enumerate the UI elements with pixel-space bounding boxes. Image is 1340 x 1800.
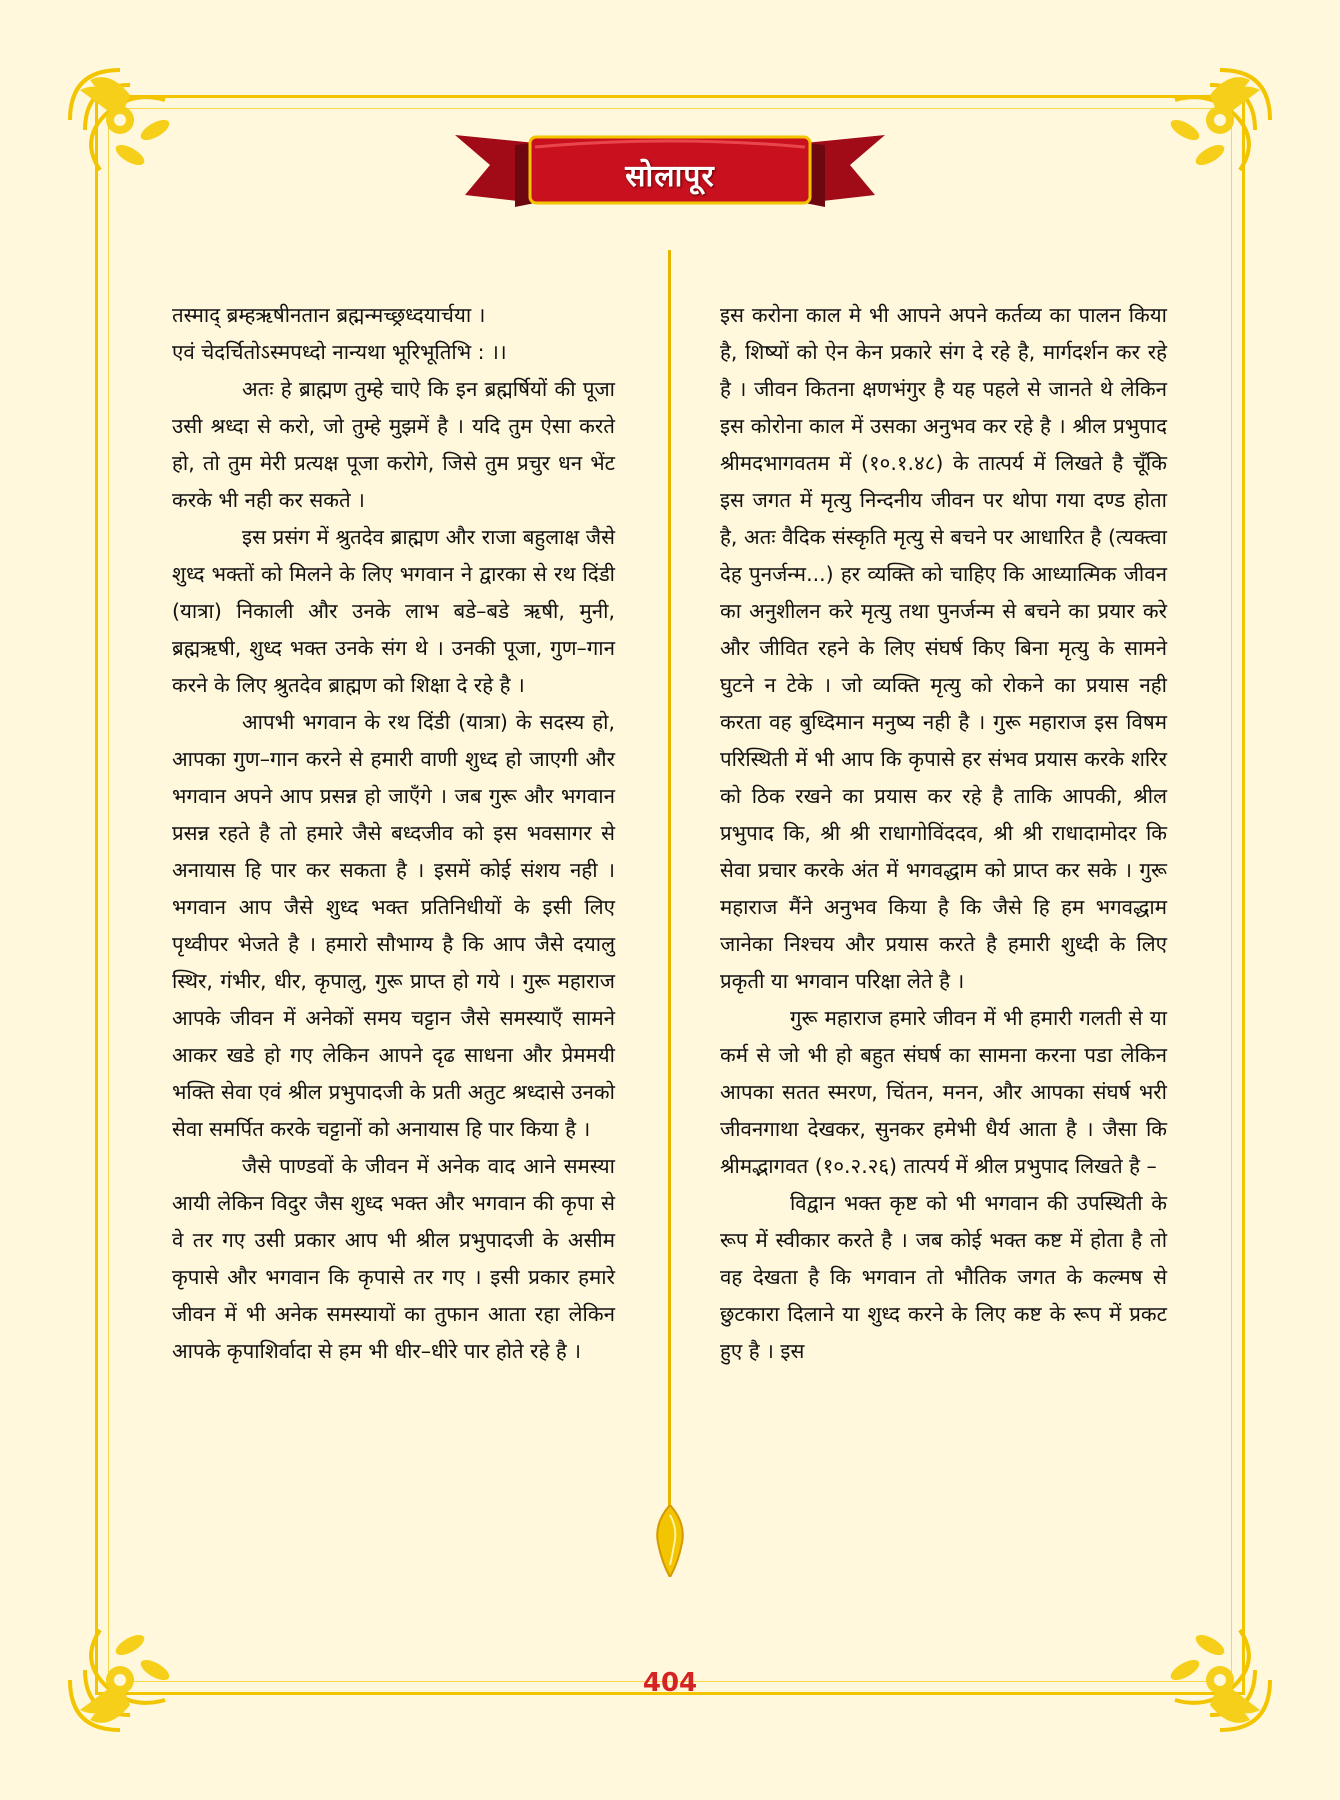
paragraph: इस करोना काल मे भी आपने अपने कर्तव्य का पालन किया है, शिष्यों को ऐन केन प्रकारे संग दे रहे है, मार्गदर्शन कर रहे है । जीवन कितना क्षणभंगुर है यह पहले से जानते थे लेकिन इस कोरोना काल में उसका अनुभव कर रहे है । श्रील प्रभुपाद श्रीमदभागवतम में (१०.१.४८) के तात्पर्य में लिखते है चूँकि इस जगत में मृत्यु निन्दनीय जीवन पर थोपा गया दण्ड होता है, अतः वैदिक संस्कृति मृत्यु से बचने पर आधारित है (त्यक्त्वा देह पुनर्जन्म...) हर व्यक्ति को चाहिए कि आध्यात्मिक जीवन का अनुशीलन करे मृत्यु तथा पुनर्जन्म से बचने का प्रयार करे और जीवित रहने के लिए संघर्ष किए बिना मृत्यु के सामने घुटने न टेके । जो व्यक्ति मृत्यु को रोकने का प्रयास नही करता वह बुध्दिमान मनुष्य नही है । गुरू महाराज इस विषम परिस्थिती में भी आप कि कृपासे हर संभव प्रयास करके शरिर को ठिक रखने का प्रयास कर रहे है ताकि आपकी, श्रील प्रभुपाद कि, श्री श्री राधागोविंददव, श्री श्री राधादामोदर कि सेवा प्रचार करके अंत में भगवद्धाम को प्राप्त कर सके । गुरू महाराज मैंने अनुभव किया है कि जैसे हि हम भगवद्धाम जानेका निश्चय और प्रयास करते है हमारी शुध्दी के लिए प्रकृती या भगवान परिक्षा लेते है ।	[720, 303, 1167, 993]
divider-drop-icon	[652, 1505, 688, 1577]
verse-line: एवं चेदर्चितोऽस्मपध्दो नान्यथा भूरिभूतिभि : ।।	[172, 340, 507, 364]
corner-ornament-icon	[1130, 60, 1280, 210]
paragraph: गुरू महाराज हमारे जीवन में भी हमारी गलती से या कर्म से जो भी हो बहुत संघर्ष का सामना करना पडा लेकिन आपका सतत स्मरण, चिंतन, मनन, और आपका संघर्ष भरी जीवनगाथा देखकर, सुनकर हमेभी धैर्य आता है । जैसा कि श्रीमद्भागवत (१०.२.२६) तात्पर्य में श्रील प्रभुपाद लिखते है –	[720, 1006, 1167, 1178]
corner-ornament-icon	[60, 1590, 210, 1740]
paragraph: जैसे पाण्डवों के जीवन में अनेक वाद आने समस्या आयी लेकिन विदुर जैस शुध्द भक्त और भगवान की कृपा से वे तर गए उसी प्रकार आप भी श्रील प्रभुपादजी के असीम कृपासे और भगवान कि कृपासे तर गए । इसी प्रकार हमारे जीवन में भी अनेक समस्यायों का तुफान आता रहा लेकिन आपके कृपाशिर्वादा से हम भी धीर–धीरे पार होते रहे है ।	[172, 1154, 615, 1363]
paragraph: आपभी भगवान के रथ दिंडी (यात्रा) के सदस्य हो, आपका गुण–गान करने से हमारी वाणी शुध्द हो जाएगी और भगवान अपने आप प्रसन्न हो जाएँगे । जब गुरू और भगवान प्रसन्न रहते है तो हमारे जैसे बध्दजीव को इस भवसागर से अनायास हि पार कर सकता है । इसमें कोई संशय नही । भगवान आप जैसे शुध्द भक्त प्रतिनिधीयों के इसी लिए पृथ्वीपर भेजते है । हमारो सौभाग्य है कि आप जैसे दयालु स्थिर, गंभीर, धीर, कृपालु, गुरू प्राप्त हो गये । गुरू महाराज आपके जीवन में अनेकों समय चट्टान जैसे समस्याएँ सामने आकर खडे हो गए लेकिन आपने दृढ साधना और प्रेममयी भक्ति सेवा एवं श्रील प्रभुपादजी के प्रती अतुट श्रध्दासे उनको सेवा समर्पित करके चट्टानों को अनायास हि पार किया है ।	[172, 710, 615, 1141]
paragraph: अतः हे ब्राह्मण तुम्हे चाऐ कि इन ब्रह्मर्षियों की पूजा उसी श्रध्दा से करो, जो तुम्हे मुझमें है । यदि तुम ऐसा करते हो, तो तुम मेरी प्रत्यक्ष पूजा करोगे, जिसे तुम प्रचुर धन भेंट करके भी नही कर सकते ।	[172, 377, 615, 512]
verse-line: तस्माद् ब्रम्हऋषीनतान ब्रह्मन्मच्छ्रध्दयार्चया ।	[172, 303, 486, 327]
right-column	[720, 297, 1167, 1370]
paragraph: विद्वान भक्त कृष्ट को भी भगवान की उपस्थिती के रूप में स्वीकार करते है । जब कोई भक्त कष्ट में होता है तो वह देखता है कि भगवान तो भौतिक जगत के कल्मष से छुटकारा दिलाने या शुध्द करने के लिए कष्ट के रूप में प्रकट हुए है । इस	[720, 1191, 1167, 1363]
left-column	[172, 297, 615, 1370]
page-title: सोलापूर	[625, 159, 715, 194]
page-number: 404	[642, 1668, 698, 1698]
column-divider	[668, 250, 671, 1512]
paragraph: इस प्रसंग में श्रुतदेव ब्राह्मण और राजा बहुलाक्ष जैसे शुध्द भक्तों को मिलने के लिए भगवान ने द्वारका से रथ दिंडी (यात्रा) निकाली और उनके लाभ बडे–बडे ऋषी, मुनी, ब्रह्मऋषी, शुध्द भक्त उनके संग थे । उनकी पूजा, गुण–गान करने के लिए श्रुतदेव ब्राह्मण को शिक्षा दे रहे है ।	[172, 525, 615, 697]
corner-ornament-icon	[1130, 1590, 1280, 1740]
corner-ornament-icon	[60, 60, 210, 210]
